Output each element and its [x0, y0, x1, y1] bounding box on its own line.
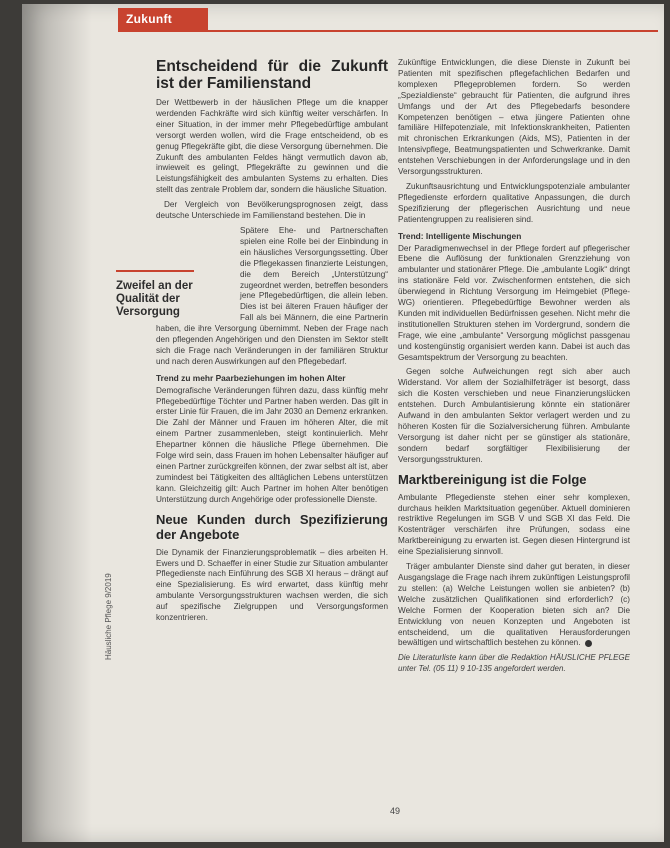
- left-column: [156, 58, 388, 628]
- paragraph: Demografische Veränderungen führen dazu, dass künftig mehr Pflegebedürftige Töchter und Partner haben werden. Das gilt in erster Linie für Frauen, die im Jahr 2030 an Demenz erkranken. Die Zahl der Männer und Frauen im höheren Alter, die mit einem Partner zusammenleben, steigt kontinuierlich. Mehr Ehepartner können die häusliche Pflege übernehmen. Die Folge wird sein, dass Frauen im hohen Lebensalter häufiger auf einen Partner zurückgreifen können, der zwar selbst alt ist, aber zumindest bei Tätigkeiten des alltäglichen Lebens unterstützen kann. Gleichzeitig gilt: Auch Partner im hohen Alter benötigen Unterstützung durch Angehörige oder professionelle Dienste.: [156, 385, 388, 504]
- section-heading: Marktbereinigung ist die Folge: [398, 471, 587, 487]
- end-of-article-icon: [585, 640, 592, 647]
- paragraph: Der Wettbewerb in der häuslichen Pflege um die knapper werdenden Fachkräfte wird sich künftig weiter verschärfen. In einer Situation, in der immer mehr Pflegebedürftige ambulant versorgt werden wollen, wird die Frage entscheidend, ob es genug Pflegekräfte gibt, die diese Versorgung übernehmen. Die Zukunft des ambulanten Feldes hängt vermutlich davon ab, inwieweit es gelingt, Pflegekräfte zu gewinnen und die Leistungsfähigkeit des ambulanten Systems zu erhalten. Dies stellt das zentrale Problem dar, sondern die häusliche Situation.: [156, 98, 388, 195]
- paragraph: [398, 562, 630, 649]
- paragraph: Der Vergleich von Bevölkerungsprognosen zeigt, dass deutsche Unterschiede im Familienstand bestehen. Die in: [156, 200, 388, 221]
- section-rule: [118, 30, 658, 32]
- vertical-caption: Häusliche Pflege 9/2019: [104, 573, 113, 660]
- section-tab: Zukunft: [118, 8, 208, 30]
- wrapped-text: [156, 226, 388, 368]
- right-column: [398, 58, 630, 675]
- article-title: Entscheidend für die Zukunft ist der Familienstand: [156, 58, 388, 92]
- footnote: Die Literaturliste kann über die Redaktion HÄUSLICHE PFLEGE unter Tel. (05 11) 9 10-135 angefordert werden.: [398, 653, 630, 674]
- paragraph: Der Paradigmenwechsel in der Pflege fordert auf pflegerischer Ebene die Auflösung der funktionalen Grenzziehung von ambulanter und stationärer Pflege. Die „ambulante Logik“ dringt ins stationäre Feld vor. Zwischenformen entstehen, die sich überwiegend in Richtung Versorgung im Heimgebiet (Pflege-WG) orientieren. Pflegebedürftige Bewohner werden als Kunden mit individuellen Bedürfnissen gesehen. Nicht mehr die institutionellen Strukturen stehen im Vordergrund, sondern die Frage, wie eine „ambulante“ Versorgung möglichst passgenau und kostengünstig organisiert werden kann. Dabei ist auch das Gesamtspektrum der Versorgung zu beachten.: [398, 243, 630, 362]
- binding-shadow: [22, 4, 92, 842]
- paragraph: Zukünftige Entwicklungen, die diese Dienste in Zukunft bei Patienten mit spezifischen pflegefachlichen Bedarfen und komplexen Pflegeproblemen fordern. So werden „Spezialdienste“ gebraucht für Patienten, die aufgrund ihres Umfangs und der Art des Pflegebedarfs besondere Kompetenzen benötigen – etwa jüngere Patienten ohne familiäre Hilfepotenziale, mit Infektionskrankheiten, Patienten mit chronischen Erkrankungen (Aids, MS), Patienten in der Intensivpflege, Beatmungspatienten und Schwerkranke. Damit entstehen Verschiebungen in der Anforderungslage und in den Versorgungsstrukturen.: [398, 58, 630, 177]
- margin-spacer: [156, 226, 234, 316]
- section-heading: Neue Kunden durch Spezifizierung der Angebote: [156, 511, 388, 542]
- paragraph: Die Dynamik der Finanzierungsproblematik – dies arbeiten H. Ewers und D. Schaeffer in einer Studie zur Situation ambulanter Pflegedienste nach Einführung des SGB XI heraus – drängt auf eine Spezialisierung. Es wird erwartet, dass künftig mehr ambulante Versorgungsstrukturen wachsen werden, die sich auf spezifische Zielgruppen und Versorgungsformen konzentrieren.: [156, 547, 388, 623]
- subheading: Trend zu mehr Paarbeziehungen im hohen Alter: [156, 372, 346, 383]
- page-number: 49: [390, 806, 401, 816]
- paragraph-text: Träger ambulanter Dienste sind daher gut beraten, in dieser Ausgangslage die Frage nach ihrem zukünftigen Leistungsprofil zu stellen: (a) Welche Leistungen wollen sie anbieten? (b) Welche zusätzlichen Qualifikationen sind erforderlich? (c) Welche Formen der Kooperation bieten sich an? Die Entwicklung von neuen Konzepten und Angeboten ist entscheidend, um die qualitativen Herausforderungen bewältigen und wirtschaftlich bestehen zu können.: [398, 562, 630, 648]
- margin-heading: Zweifel an der Qualität der Versorgung: [116, 280, 193, 318]
- subheading: Trend: Intelligente Mischungen: [398, 230, 522, 241]
- paragraph: Ambulante Pflegedienste stehen einer sehr komplexen, durchaus heiklen Marktsituation gegenüber. Aktuell dominieren restriktive Regelungen im SGB V und SGB XI das Feld. Die Kostenträger verschärfen ihre Prüfungen, sodass eine Marktbereinigung zu erwarten ist. Gegen diesen Hintergrund ist eine Spezialisierung sinnvoll.: [398, 492, 630, 557]
- paragraph: Gegen solche Aufweichungen regt sich aber auch Widerstand. Vor allem der Sozialhilfeträger ist besorgt, dass sich die Kosten verschieben und neue Finanzierungslücken entstehen. Durch Ambulantisierung könnte ein stationärer Aufwand in den ambulanten Sektor verlagert werden und zu höheren Kosten für die Sozialversicherung führen. Ambulante Versorgung ist daher nicht per se günstiger als stationäre, sondern bedarf sorgfältiger Flexibilisierung der Versorgungsstrukturen.: [398, 367, 630, 464]
- paragraph: Spätere Ehe- und Partnerschaften spielen eine Rolle bei der Einbindung in ein häusliches Versorgungssetting. Über die Pflegekassen finanzierte Leistungen, die dem Bereich „Unterstützung“ zugeordnet werden, betreffen besonders jene Pflegebedürftigen, die allein leben. Dies ist bei älteren Frauen häufiger der Fall als bei Männern, die eine Partnerin haben, die ihre Versorgung übernimmt. Neben der Frage nach den pflegenden Angehörigen und den Diensten im Sektor stellt sich die Frage nach Veränderungen in der familiären Struktur und nach deren Auswirkungen auf den Pflegebedarf.: [156, 225, 388, 366]
- paragraph: Zukunftsausrichtung und Entwicklungspotenziale ambulanter Pflegedienste erfordern qualitative Anpassungen, die durch Spezifizierung der pflegerischen Ausrichtung und neue Patientengruppen zu realisieren sind.: [398, 181, 630, 224]
